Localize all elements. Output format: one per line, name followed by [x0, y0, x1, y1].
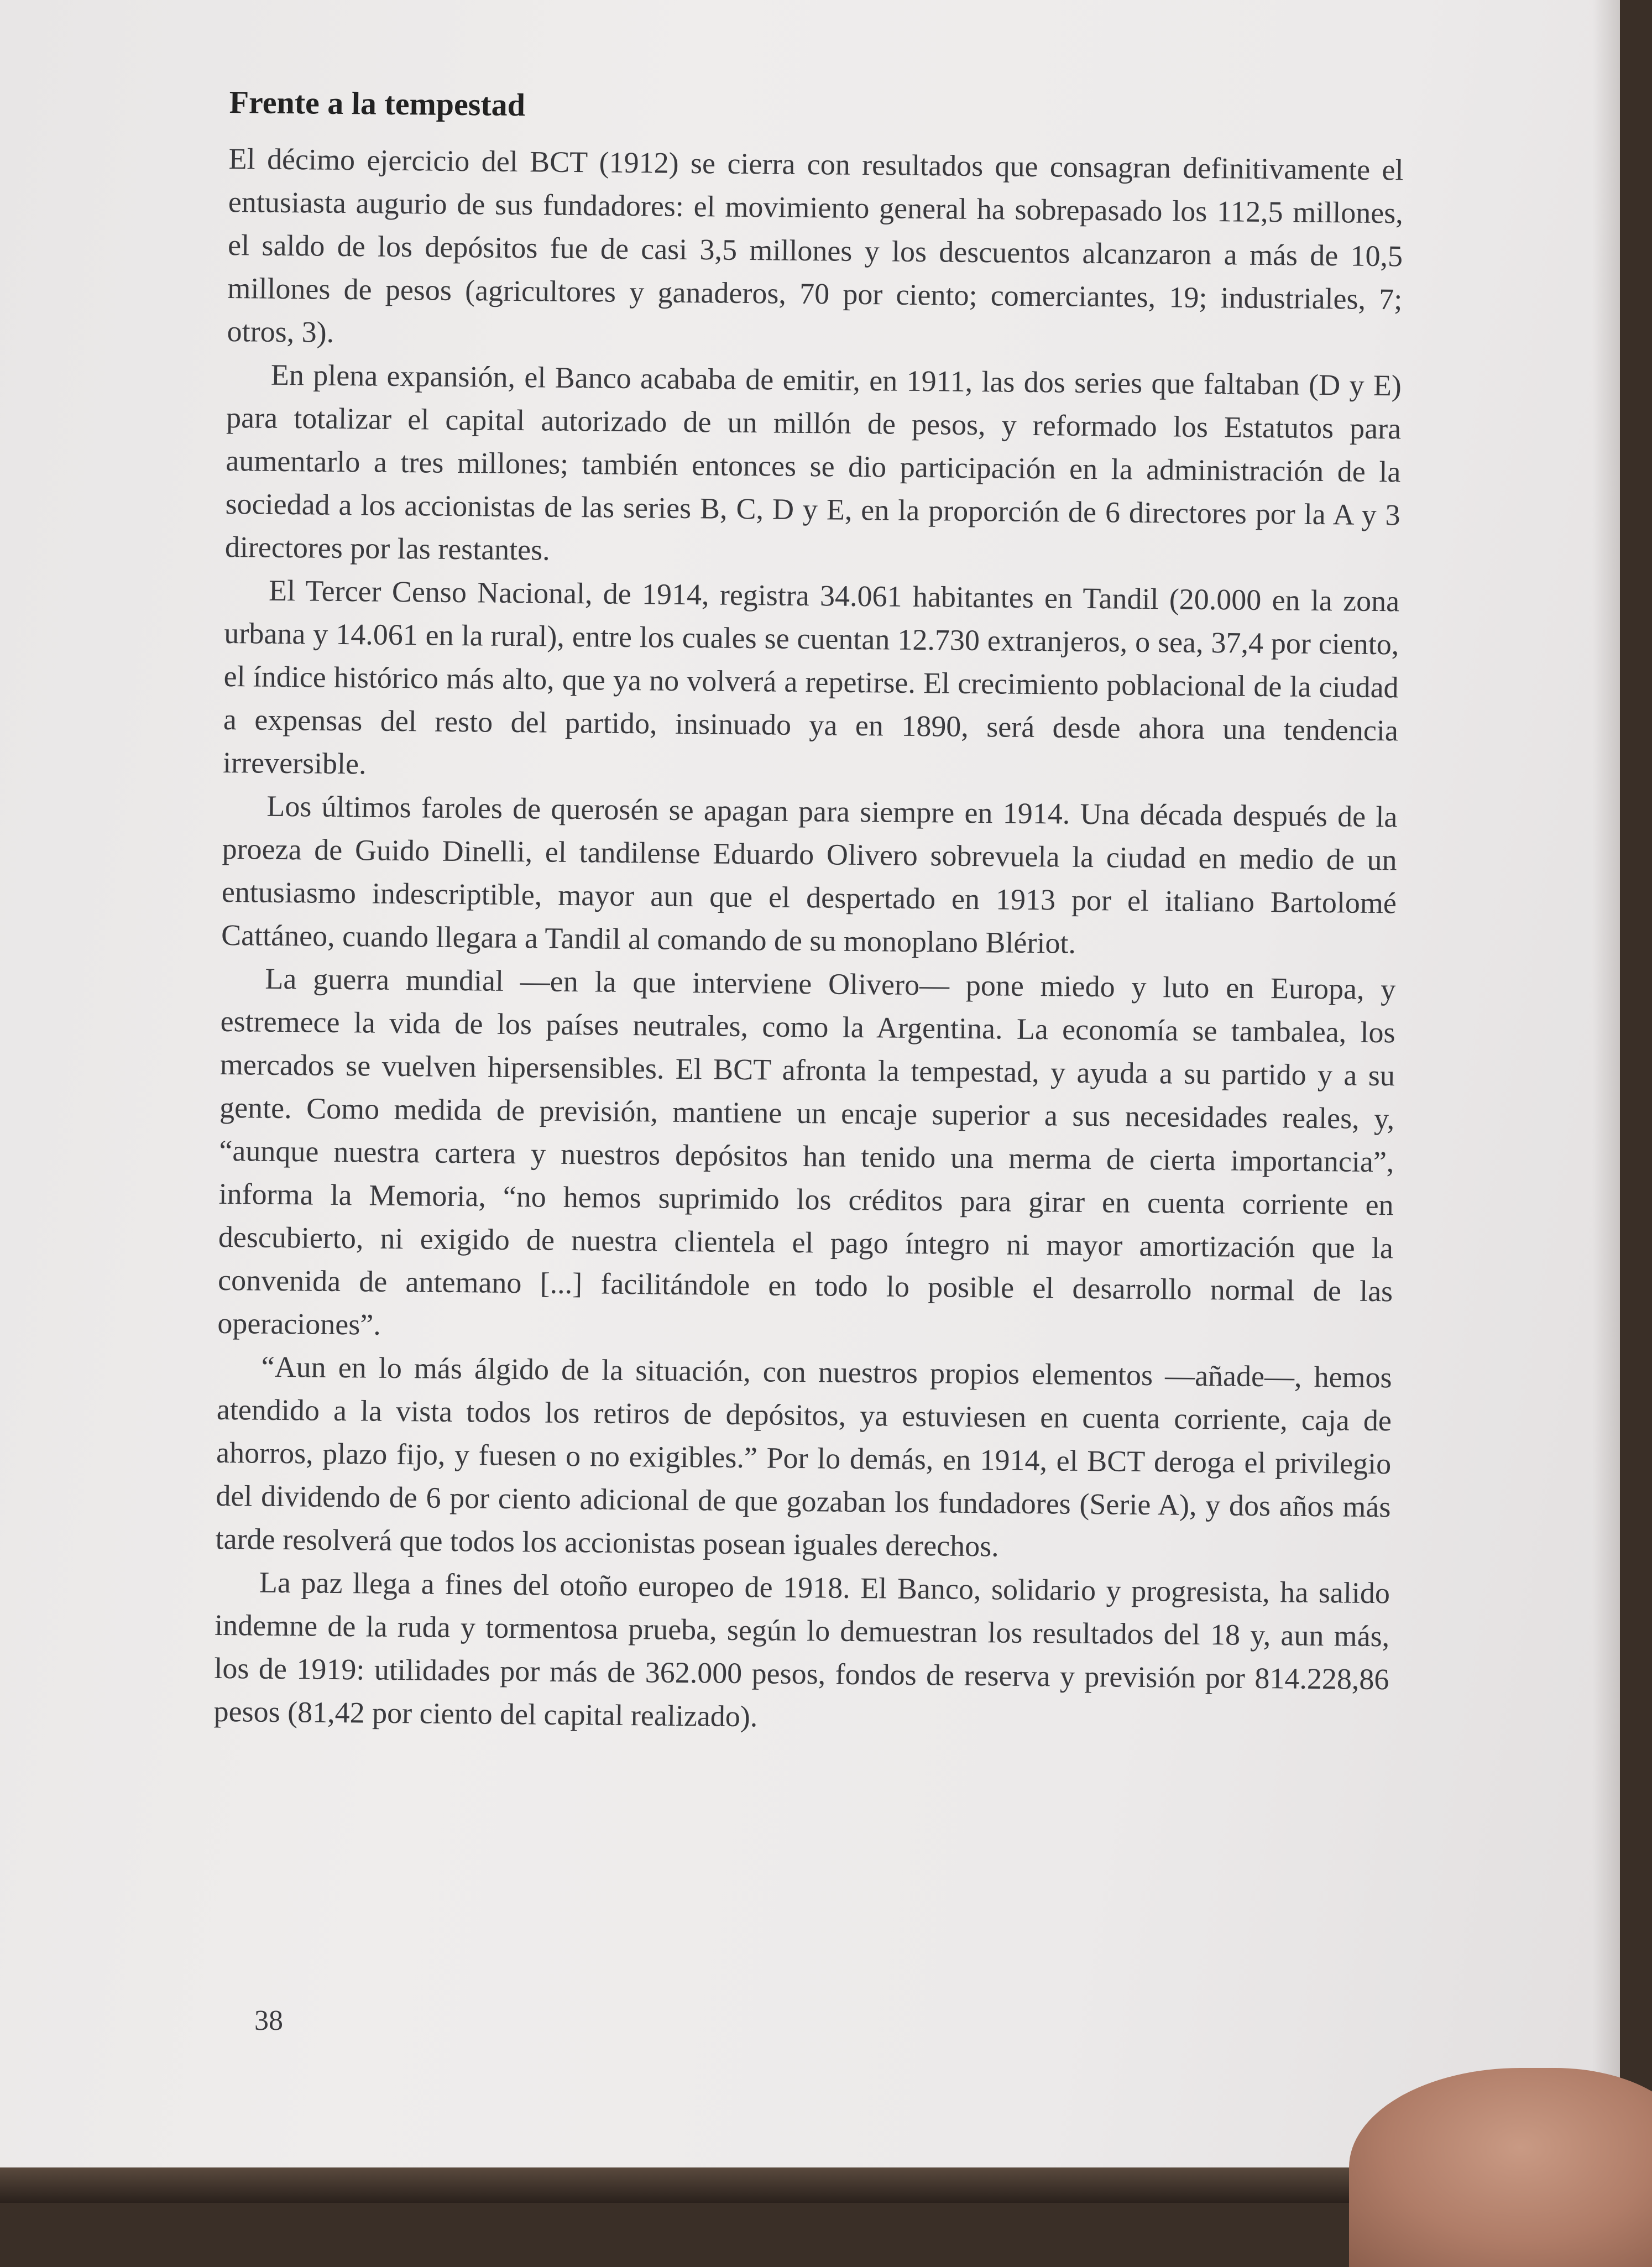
page-edge-shadow	[1592, 0, 1620, 2203]
paragraph-4: Los últimos faroles de querosén se apagan para siempre en 1914. Una década después de la proeza de Guido Dinelli, el tandilense Eduardo Olivero sobrevuela la ciudad en medio de un entusiasmo indescriptible, mayor aun que el despertado en 1913 por el italiano Bartolomé Cattáneo, cuando llegara a Tandil al comando de su monoplano Blériot.	[221, 789, 1398, 960]
page-content	[213, 83, 1404, 1744]
paragraph-7: La paz llega a fines del otoño europeo de 1918. El Banco, solidario y progresista, ha salido indemne de la ruda y tormentosa prueba, según lo demuestran los resultados del 18 y, aun más, los de 1919: utilidades por más de 362.000 pesos, fondos de reserva y previsión por 814.228,86 pesos (81,42 por ciento del capital realizado).	[213, 1565, 1390, 1733]
page-number: 38	[254, 2005, 283, 2036]
paragraph-1: El décimo ejercicio del BCT (1912) se cierra con resultados que consagran definitivamente el entusiasta augurio de sus fundadores: el movimiento general ha sobrepasado los 112,5 millones, el saldo de los depósitos fue de casi 3,5 millones y los descuentos alcanzaron a más de 10,5 millones de pesos (agricultores y ganaderos, 70 por ciento; comerciantes, 19; industriales, 7; otros, 3).	[227, 142, 1404, 349]
paragraph-2: En plena expansión, el Banco acababa de emitir, en 1911, las dos series que faltaban (D y E) para totalizar el capital autorizado de un millón de pesos, y reformado los Estatutos para aumentarlo a tres millones; también entonces se dio participación en la administración de la sociedad a los accionistas de las series B, C, D y E, en la proporción de 6 directores por la A y 3 directores por las restantes.	[224, 358, 1402, 567]
paragraph-5: La guerra mundial —en la que interviene Olivero— pone miedo y luto en Europa, y estremece la vida de los países neutrales, como la Argentina. La economía se tambalea, los mercados se vuelven hipersensibles. El BCT afronta la tempestad, y ayuda a su partido y a su gente. Como medida de previsión, mantiene un encaje superior a sus necesidades reales, y, “aunque nuestra cartera y nuestros depósitos han tenido una merma de cierta importancia”, informa la Memoria, “no hemos suprimido los créditos para girar en cuenta corriente en descubierto, ni exigido de nuestra clientela el pago íntegro ni mayor amortización que la convenida de antemano [...] facilitándole en todo lo posible el desarrollo normal de las operaciones”.	[217, 962, 1396, 1341]
section-heading: Frente a la tempestad	[229, 83, 526, 123]
paragraph-6: “Aun en lo más álgido de la situación, con nuestros propios elementos —añade—, hemos atendido a la vista todos los retiros de depósitos, ya estuviesen en cuenta corriente, caja de ahorros, plazo fijo, y fuesen o no exigibles.” Por lo demás, en 1914, el BCT deroga el privilegio del dividendo de 6 por ciento adicional de que gozaban los fundadores (Serie A), y dos años más tarde resolverá que todos los accionistas posean iguales derechos.	[215, 1350, 1392, 1563]
paragraph-3: El Tercer Censo Nacional, de 1914, registra 34.061 habitantes en Tandil (20.000 en la zona urbana y 14.061 en la rural), entre los cuales se cuentan 12.730 extranjeros, o sea, 37,4 por ciento, el índice histórico más alto, que ya no volverá a repetirse. El crecimiento poblacional de la ciudad a expensas del resto del partido, insinuado ya en 1890, será desde ahora una tendencia irreversible.	[222, 573, 1400, 781]
